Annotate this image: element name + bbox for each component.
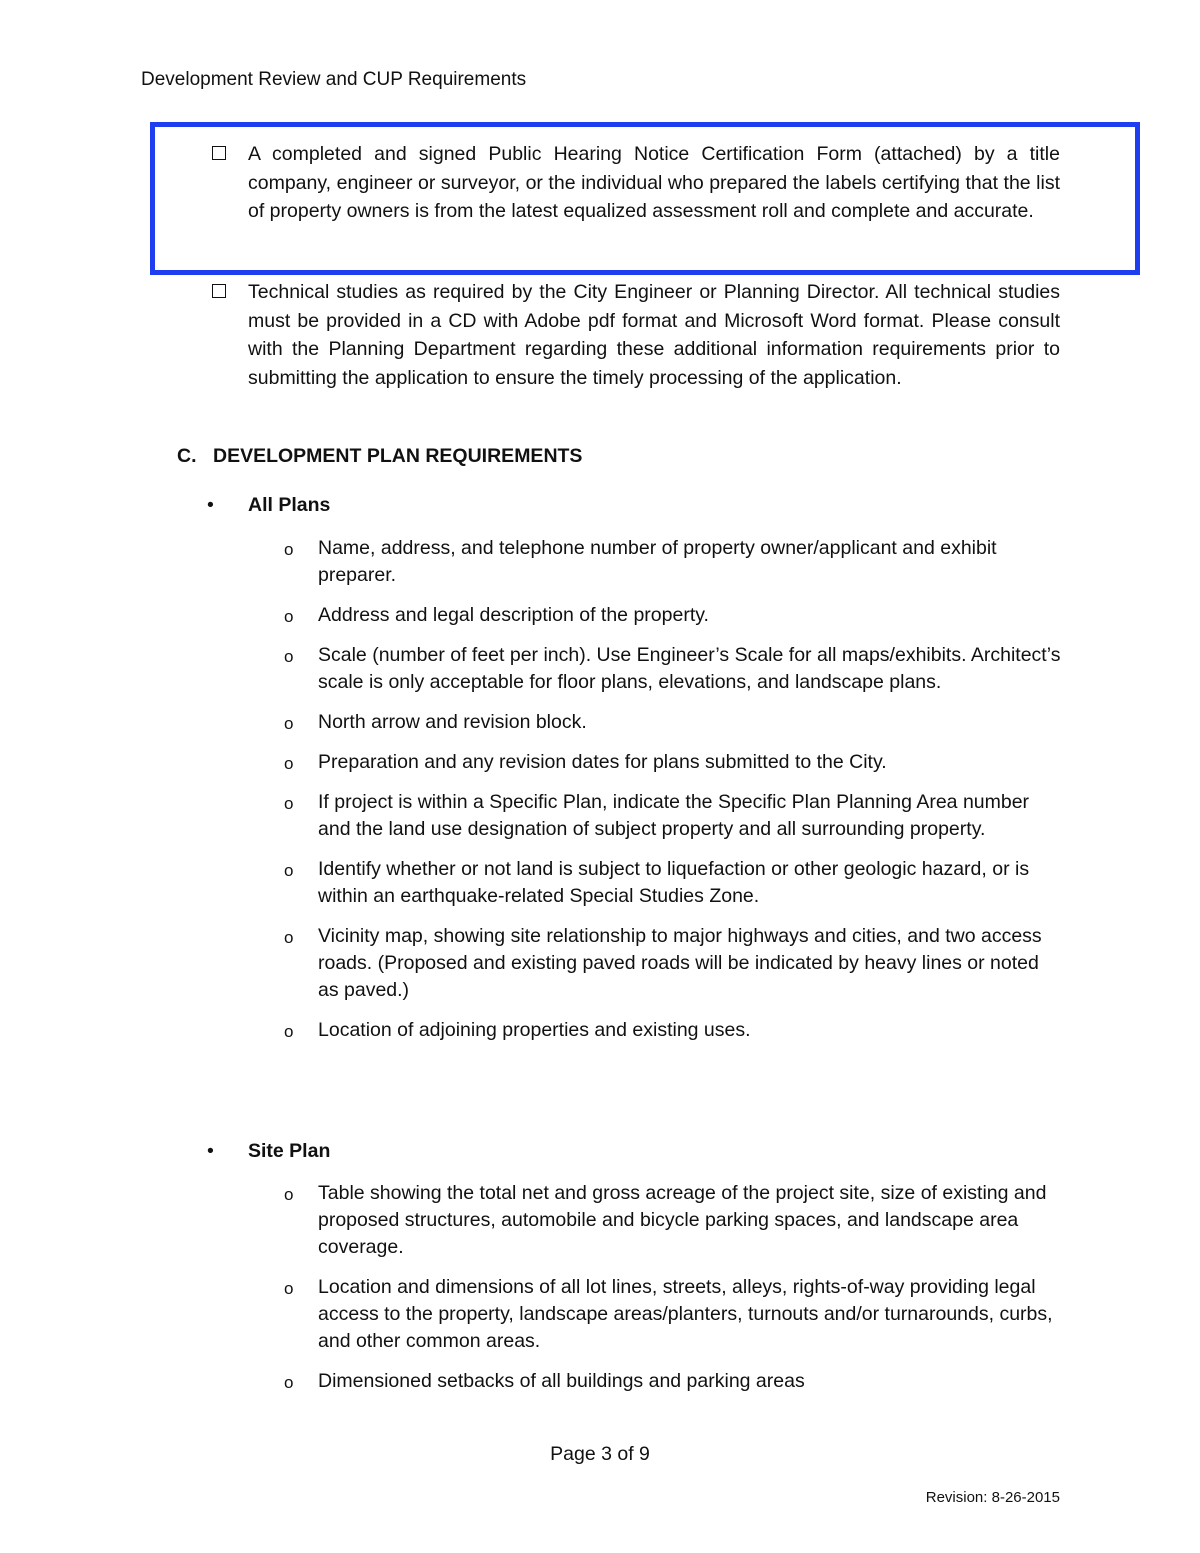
list-item-text: Location and dimensions of all lot lines, streets, alleys, rights-of-way providing legal access to the property, landscape areas/planters, turnouts and/or turnarounds, curbs, and other common areas. <box>318 1276 1053 1352</box>
section-title: DEVELOPMENT PLAN REQUIREMENTS <box>213 445 583 467</box>
subheading-title: All Plans <box>248 494 331 516</box>
list-item-text: If project is within a Specific Plan, indicate the Specific Plan Planning Area number and the land use designation of subject property and all surrounding property. <box>318 791 1030 840</box>
list-item-text: Preparation and any revision dates for plans submitted to the City. <box>318 751 887 773</box>
circle-bullet-icon: o <box>284 607 294 626</box>
page-header: Development Review and CUP Requirements <box>141 69 527 90</box>
revision-date: Revision: 8-26-2015 <box>925 1489 1060 1506</box>
circle-bullet-icon: o <box>284 540 294 559</box>
subheading-title: Site Plan <box>248 1140 331 1162</box>
list-item <box>284 923 1064 1004</box>
section-letter: C. <box>177 445 197 467</box>
list-item <box>284 602 1064 629</box>
bullet-icon: • <box>207 494 214 516</box>
subheading-all-plans <box>207 493 330 517</box>
list-item-text: Identify whether or not land is subject to liquefaction or other geologic hazard, or is within an earthquake-related Special Studies Zone. <box>318 858 1030 907</box>
circle-bullet-icon: o <box>284 647 294 666</box>
checklist-item <box>212 278 1060 392</box>
circle-bullet-icon: o <box>284 861 294 880</box>
list-item <box>284 789 1064 843</box>
list-item <box>284 535 1064 589</box>
circle-bullet-icon: o <box>284 714 294 733</box>
page-number: Page 3 of 9 <box>550 1443 650 1465</box>
section-heading <box>177 444 582 468</box>
list-item <box>284 1368 1064 1395</box>
checkbox[interactable] <box>212 146 226 160</box>
circle-bullet-icon: o <box>284 1373 294 1392</box>
list-item <box>284 856 1064 910</box>
checklist-text: A completed and signed Public Hearing Notice Certification Form (attached) by a title company, engineer or surveyor, or the individual who prepared the labels certifying that the list of property owners is from the latest equalized assessment roll and complete and accurate. <box>248 143 1060 222</box>
all-plans-list <box>284 535 1064 1057</box>
circle-bullet-icon: o <box>284 1279 294 1298</box>
checklist-item <box>212 140 1060 226</box>
list-item <box>284 642 1064 696</box>
list-item <box>284 1180 1064 1261</box>
list-item <box>284 709 1064 736</box>
list-item <box>284 749 1064 776</box>
list-item-text: Vicinity map, showing site relationship to major highways and cities, and two access roads. (Proposed and existing paved roads will be indicated by heavy lines or noted as paved.) <box>318 925 1042 1001</box>
list-item <box>284 1274 1064 1355</box>
list-item-text: Location of adjoining properties and existing uses. <box>318 1019 751 1041</box>
circle-bullet-icon: o <box>284 1185 294 1204</box>
checklist-text: Technical studies as required by the City Engineer or Planning Director. All technical studies must be provided in a CD with Adobe pdf format and Microsoft Word format. Please consult with the Planning Department regarding these additional information requirements prior to submitting the application to ensure the timely processing of the application. <box>248 281 1060 389</box>
list-item <box>284 1017 1064 1044</box>
list-item-text: North arrow and revision block. <box>318 711 587 733</box>
list-item-text: Dimensioned setbacks of all buildings and parking areas <box>318 1370 805 1392</box>
circle-bullet-icon: o <box>284 754 294 773</box>
list-item-text: Scale (number of feet per inch). Use Engineer’s Scale for all maps/exhibits. Architect’s scale is only acceptable for floor plans, elevations, and landscape plans. <box>318 644 1061 693</box>
subheading-site-plan <box>207 1139 330 1163</box>
site-plan-list <box>284 1180 1064 1408</box>
list-item-text: Table showing the total net and gross acreage of the project site, size of existing and proposed structures, automobile and bicycle parking spaces, and landscape area coverage. <box>318 1182 1047 1258</box>
checkbox[interactable] <box>212 284 226 298</box>
bullet-icon: • <box>207 1140 214 1162</box>
circle-bullet-icon: o <box>284 1022 294 1041</box>
circle-bullet-icon: o <box>284 928 294 947</box>
circle-bullet-icon: o <box>284 794 294 813</box>
list-item-text: Address and legal description of the property. <box>318 604 709 626</box>
list-item-text: Name, address, and telephone number of property owner/applicant and exhibit preparer. <box>318 537 997 586</box>
